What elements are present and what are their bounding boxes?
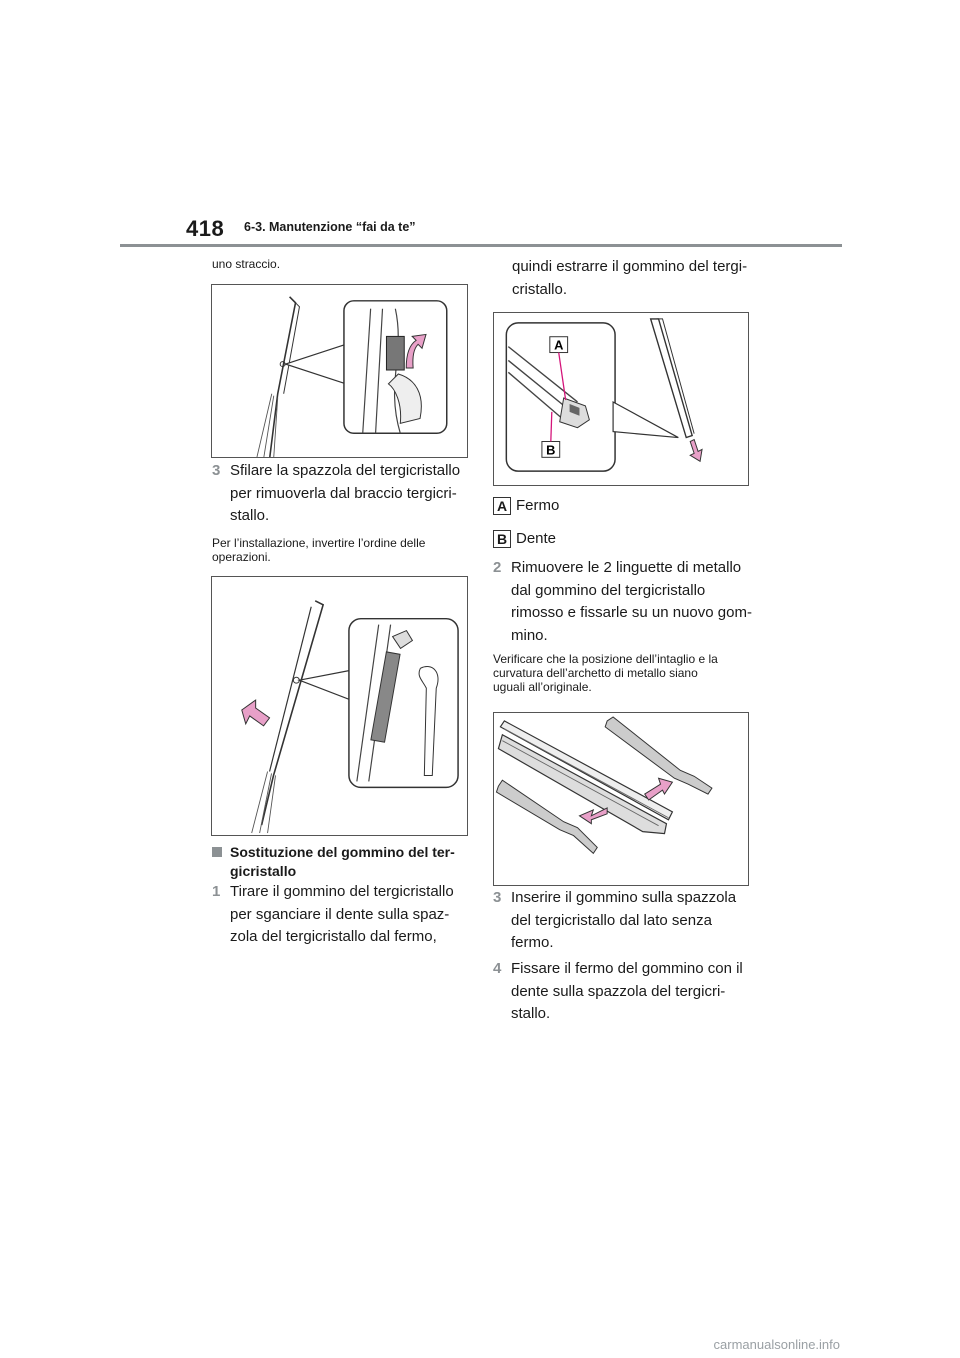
callout-a-label: A [554, 337, 564, 353]
legend-label-dente: Dente [516, 530, 557, 547]
intro-tail-text: uno straccio. [212, 257, 281, 271]
right-continuation-text [512, 256, 772, 301]
step-line: rimosso e fissarle su un nuovo gom- [511, 604, 752, 621]
legend-label-fermo: Fermo [516, 497, 560, 514]
text-line: cristallo. [512, 280, 568, 298]
figure-wiper-arm-detach [211, 576, 468, 836]
step-line: stallo. [230, 507, 270, 524]
note-line: Per l’installazione, invertire l’ordine delle [212, 536, 426, 550]
note-line: Verificare che la posizione dell’intaglio e la [493, 652, 718, 666]
step-number: 2 [493, 559, 502, 576]
step-number: 3 [212, 462, 221, 479]
step-line: Inserire il gommino sulla spazzola [511, 889, 737, 906]
left-step-1 [212, 881, 472, 949]
note-line: operazioni. [212, 550, 271, 564]
step-line: stallo. [511, 1005, 551, 1022]
note-line: uguali all’originale. [493, 680, 592, 694]
step-line: mino. [511, 626, 548, 644]
square-bullet-icon [212, 847, 222, 857]
legend-item-a [493, 495, 559, 518]
step-line: per rimuoverla dal braccio tergicri- [230, 484, 457, 502]
step-line: Tirare il gommino del tergicristallo [230, 883, 454, 900]
figure-rubber-pull [493, 312, 749, 486]
step-number: 1 [212, 883, 221, 900]
note-line: curvatura dell’archetto di metallo siano [493, 666, 698, 680]
step-line: del tergicristallo dal lato senza [511, 911, 712, 929]
right-step-2 [493, 557, 773, 647]
section-title: 6-3. Manutenzione “fai da te” [244, 220, 416, 234]
watermark-text: carmanualsonline.info [713, 1337, 840, 1352]
step-line: dente sulla spazzola del tergicri- [511, 982, 726, 1000]
left-step-3 [212, 460, 472, 528]
step-number: 4 [493, 960, 502, 977]
step-line: Rimuovere le 2 linguette di metallo [511, 559, 742, 576]
page-number: 418 [186, 216, 225, 241]
right-step-3 [493, 887, 773, 955]
legend-key-a: A [493, 497, 511, 515]
figure-metal-strips [493, 712, 749, 886]
right-step-4 [493, 958, 773, 1026]
step-line: Sfilare la spazzola del tergicristallo [230, 462, 461, 479]
step-number: 3 [493, 889, 502, 906]
legend-item-b [493, 528, 556, 551]
subheading-rubber-replacement [212, 843, 472, 881]
step-line: per sganciare il dente sulla spaz- [230, 905, 450, 923]
callout-b-label: B [546, 442, 556, 458]
figure-wiper-blade-release [211, 284, 468, 458]
subheading-line: Sostituzione del gommino del ter- [230, 844, 455, 860]
step-line: fermo. [511, 934, 554, 951]
step-line: dal gommino del tergicristallo [511, 581, 706, 599]
text-line: quindi estrarre il gommino del tergi- [512, 258, 748, 275]
subheading-line: gicristallo [230, 863, 297, 879]
step-line: zola del tergicristallo dal fermo, [230, 928, 437, 945]
step-line: Fissare il fermo del gommino con il [511, 960, 743, 977]
note-installation [212, 536, 472, 564]
legend-key-b: B [493, 530, 511, 548]
note-verify [493, 652, 773, 694]
header-divider [120, 244, 842, 247]
